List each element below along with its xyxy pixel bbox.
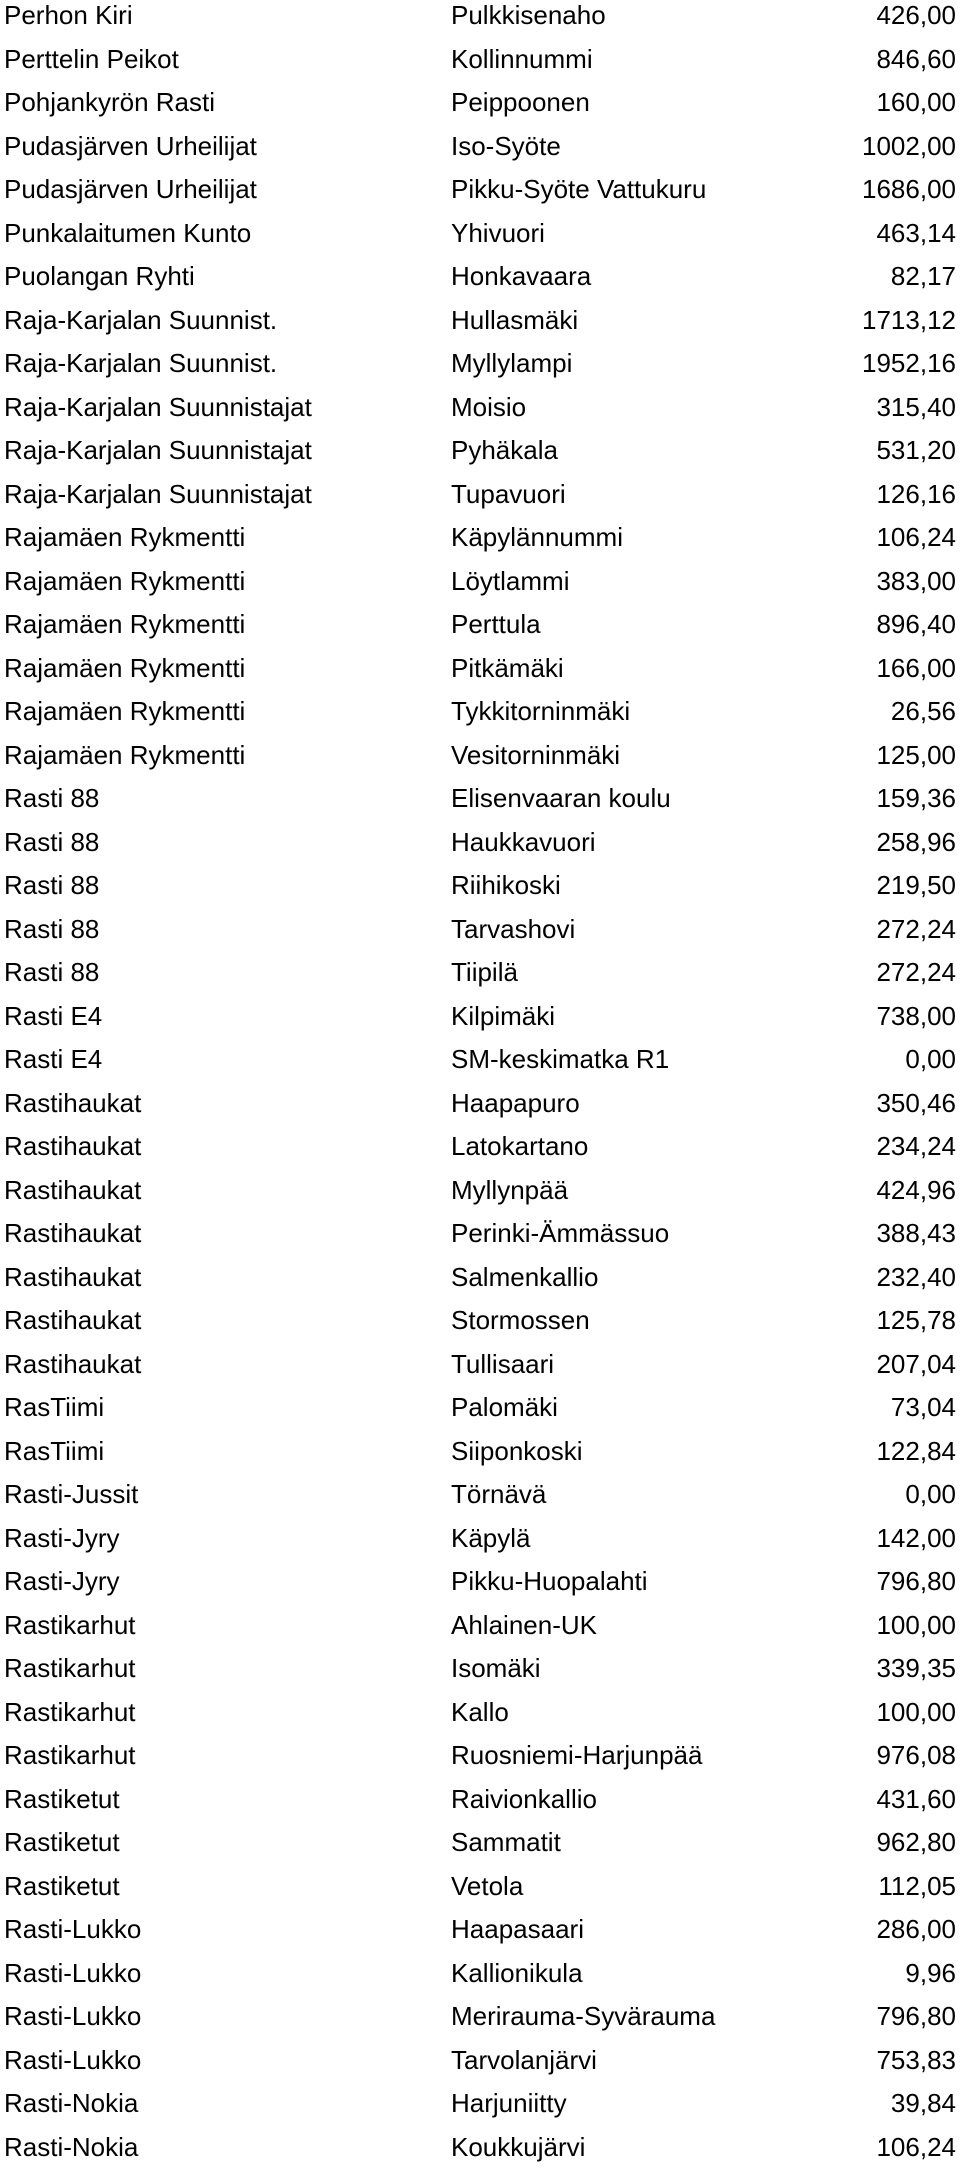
place-name-cell: Kallo [451,1697,509,1728]
value-cell: 258,96 [876,827,956,858]
place-name-cell: Myllylampi [451,348,572,379]
place-name-cell: Pikku-Huopalahti [451,1566,648,1597]
club-name-cell: Perttelin Peikot [4,44,179,75]
value-cell: 0,00 [905,1479,956,1510]
place-name-cell: Kollinnummi [451,44,593,75]
place-name-cell: Pitkämäki [451,653,564,684]
place-name-cell: Myllynpää [451,1175,568,1206]
place-name-cell: Elisenvaaran koulu [451,783,671,814]
value-cell: 160,00 [876,87,956,118]
place-name-cell: Stormossen [451,1305,590,1336]
place-name-cell: Iso-Syöte [451,131,561,162]
value-cell: 463,14 [876,218,956,249]
table-row [4,1610,956,1654]
place-name-cell: Löytlammi [451,566,569,597]
club-name-cell: Raja-Karjalan Suunnist. [4,305,277,336]
place-name-cell: Haukkavuori [451,827,596,858]
place-name-cell: Käpylä [451,1523,531,1554]
club-name-cell: Rasti-Lukko [4,2001,141,2032]
club-name-cell: Rajamäen Rykmentti [4,609,245,640]
club-name-cell: Rastihaukat [4,1218,141,1249]
value-cell: 286,00 [876,1914,956,1945]
place-name-cell: Vetola [451,1871,523,1902]
table-row [4,87,956,131]
table-row [4,131,956,175]
club-name-cell: Rajamäen Rykmentti [4,566,245,597]
club-name-cell: Rasti 88 [4,783,99,814]
place-name-cell: Riihikoski [451,870,561,901]
value-cell: 100,00 [876,1697,956,1728]
club-name-cell: RasTiimi [4,1392,104,1423]
club-name-cell: Rasti-Nokia [4,2088,138,2119]
place-name-cell: Pyhäkala [451,435,558,466]
value-cell: 122,84 [876,1436,956,1467]
table-row [4,261,956,305]
place-name-cell: Käpylännummi [451,522,623,553]
table-row [4,870,956,914]
value-cell: 125,00 [876,740,956,771]
value-cell: 232,40 [876,1262,956,1293]
place-name-cell: Kallionikula [451,1958,583,1989]
place-name-cell: Pulkkisenaho [451,0,606,31]
value-cell: 1952,16 [862,348,956,379]
club-name-cell: Pudasjärven Urheilijat [4,174,257,205]
value-cell: 159,36 [876,783,956,814]
table-row [4,305,956,349]
place-name-cell: Latokartano [451,1131,588,1162]
value-cell: 207,04 [876,1349,956,1380]
place-name-cell: Tykkitorninmäki [451,696,630,727]
table-row [4,435,956,479]
club-name-cell: Rajamäen Rykmentti [4,696,245,727]
place-name-cell: Tupavuori [451,479,566,510]
place-name-cell: Merirauma-Syväraumа [451,2001,715,2032]
table-row [4,1218,956,1262]
place-name-cell: Haapapuro [451,1088,580,1119]
table-row [4,2001,956,2045]
place-name-cell: Siiponkoski [451,1436,583,1467]
table-row [4,218,956,262]
place-name-cell: Tarvashovi [451,914,575,945]
place-name-cell: Peippoonen [451,87,590,118]
club-name-cell: Rasti 88 [4,827,99,858]
table-row [4,2045,956,2089]
value-cell: 112,05 [878,1871,956,1902]
club-name-cell: Rasti E4 [4,1044,102,1075]
club-name-cell: Raja-Karjalan Suunnist. [4,348,277,379]
club-name-cell: Raja-Karjalan Suunnistajat [4,479,312,510]
table-row [4,1392,956,1436]
place-name-cell: Ruosniemi-Harjunpää [451,1740,702,1771]
club-name-cell: Raja-Karjalan Suunnistajat [4,435,312,466]
table-row [4,1349,956,1393]
place-name-cell: Yhivuori [451,218,545,249]
table-row [4,1697,956,1741]
value-cell: 738,00 [876,1001,956,1032]
table-row [4,1827,956,1871]
value-cell: 339,35 [876,1653,956,1684]
club-name-cell: Pudasjärven Urheilijat [4,131,257,162]
club-name-cell: Rastihaukat [4,1349,141,1380]
table-row [4,914,956,958]
table-row [4,740,956,784]
table-row [4,1131,956,1175]
value-cell: 388,43 [876,1218,956,1249]
value-cell: 0,00 [905,1044,956,1075]
place-name-cell: Sammatit [451,1827,561,1858]
value-cell: 39,84 [891,2088,956,2119]
value-cell: 1713,12 [862,305,956,336]
place-name-cell: Raivionkallio [451,1784,597,1815]
place-name-cell: Moisio [451,392,526,423]
value-cell: 272,24 [876,914,956,945]
place-name-cell: Perinki-Ämmässuo [451,1218,669,1249]
club-name-cell: Rastihaukat [4,1175,141,1206]
table-row [4,609,956,653]
club-name-cell: Rastihaukat [4,1088,141,1119]
value-cell: 219,50 [876,870,956,901]
club-name-cell: Punkalaitumen Kunto [4,218,251,249]
value-cell: 272,24 [876,957,956,988]
table-row [4,479,956,523]
value-cell: 1686,00 [862,174,956,205]
value-cell: 9,96 [905,1958,956,1989]
club-name-cell: Rasti-Lukko [4,2045,141,2076]
place-name-cell: Tiipilä [451,957,518,988]
table-row [4,1653,956,1697]
value-cell: 126,16 [876,479,956,510]
value-cell: 26,56 [891,696,956,727]
club-name-cell: Rasti 88 [4,870,99,901]
table-row [4,566,956,610]
value-cell: 976,08 [876,1740,956,1771]
place-name-cell: Honkavaara [451,261,591,292]
value-cell: 796,80 [876,1566,956,1597]
value-cell: 426,00 [876,0,956,31]
place-name-cell: Hullasmäki [451,305,578,336]
club-name-cell: Rasti-Lukko [4,1958,141,1989]
place-name-cell: Pikku-Syöte Vattukuru [451,174,706,205]
value-cell: 106,24 [876,522,956,553]
club-name-cell: Rasti-Nokia [4,2132,138,2163]
value-cell: 234,24 [876,1131,956,1162]
table-row [4,1044,956,1088]
table-row [4,653,956,697]
value-cell: 73,04 [891,1392,956,1423]
table-row [4,174,956,218]
place-name-cell: Isomäki [451,1653,541,1684]
table-row [4,44,956,88]
place-name-cell: Tullisaari [451,1349,554,1380]
club-name-cell: Rajamäen Rykmentti [4,522,245,553]
club-name-cell: Rasti-Jyry [4,1566,120,1597]
club-name-cell: Rastikarhut [4,1697,136,1728]
table-row [4,1305,956,1349]
table-row [4,1566,956,1610]
club-name-cell: Rasti 88 [4,914,99,945]
table-row [4,2132,956,2175]
value-cell: 846,60 [876,44,956,75]
value-cell: 82,17 [891,261,956,292]
value-cell: 383,00 [876,566,956,597]
table-row [4,0,956,44]
club-name-cell: Rajamäen Rykmentti [4,740,245,771]
club-name-cell: Raja-Karjalan Suunnistajat [4,392,312,423]
club-name-cell: Rastikarhut [4,1653,136,1684]
place-name-cell: Vesitorninmäki [451,740,620,771]
value-cell: 753,83 [876,2045,956,2076]
club-name-cell: Rasti 88 [4,957,99,988]
table-row [4,696,956,740]
club-name-cell: Rasti-Lukko [4,1914,141,1945]
club-name-cell: Rastiketut [4,1784,120,1815]
value-cell: 896,40 [876,609,956,640]
value-cell: 796,80 [876,2001,956,2032]
table-row [4,1088,956,1132]
value-cell: 1002,00 [862,131,956,162]
table-row [4,827,956,871]
club-name-cell: Rajamäen Rykmentti [4,653,245,684]
place-name-cell: Harjuniitty [451,2088,567,2119]
value-cell: 166,00 [876,653,956,684]
table-row [4,1523,956,1567]
place-name-cell: Ahlainen-UK [451,1610,597,1641]
club-name-cell: Pohjankyrön Rasti [4,87,215,118]
club-name-cell: Rastihaukat [4,1305,141,1336]
place-name-cell: Koukkujärvi [451,2132,585,2163]
club-name-cell: Rastikarhut [4,1610,136,1641]
value-cell: 531,20 [876,435,956,466]
value-cell: 315,40 [876,392,956,423]
place-name-cell: Tarvolanjärvi [451,2045,597,2076]
table-row [4,1436,956,1480]
value-cell: 125,78 [876,1305,956,1336]
club-name-cell: Puolangan Ryhti [4,261,195,292]
place-name-cell: Perttula [451,609,541,640]
table-row [4,1262,956,1306]
table-row [4,348,956,392]
table-row [4,2088,956,2132]
place-name-cell: Palomäki [451,1392,558,1423]
value-cell: 142,00 [876,1523,956,1554]
value-cell: 424,96 [876,1175,956,1206]
table-row [4,1784,956,1828]
club-name-cell: Perhon Kiri [4,0,133,31]
table-row [4,1479,956,1523]
club-name-cell: Rasti-Jussit [4,1479,138,1510]
club-name-cell: Rastikarhut [4,1740,136,1771]
club-area-table [4,0,956,2175]
table-row [4,1914,956,1958]
club-name-cell: Rastihaukat [4,1262,141,1293]
place-name-cell: SM-keskimatka R1 [451,1044,669,1075]
table-row [4,1740,956,1784]
club-name-cell: Rastiketut [4,1871,120,1902]
club-name-cell: Rasti E4 [4,1001,102,1032]
club-name-cell: Rastihaukat [4,1131,141,1162]
table-row [4,783,956,827]
place-name-cell: Törnävä [451,1479,546,1510]
value-cell: 106,24 [876,2132,956,2163]
place-name-cell: Salmenkallio [451,1262,598,1293]
value-cell: 431,60 [876,1784,956,1815]
club-name-cell: RasTiimi [4,1436,104,1467]
value-cell: 100,00 [876,1610,956,1641]
club-name-cell: Rasti-Jyry [4,1523,120,1554]
place-name-cell: Kilpimäki [451,1001,555,1032]
table-row [4,1871,956,1915]
value-cell: 350,46 [876,1088,956,1119]
table-row [4,522,956,566]
value-cell: 962,80 [876,1827,956,1858]
table-row [4,1175,956,1219]
table-row [4,392,956,436]
table-row [4,1001,956,1045]
club-name-cell: Rastiketut [4,1827,120,1858]
place-name-cell: Haapasaari [451,1914,584,1945]
table-row [4,957,956,1001]
table-row [4,1958,956,2002]
